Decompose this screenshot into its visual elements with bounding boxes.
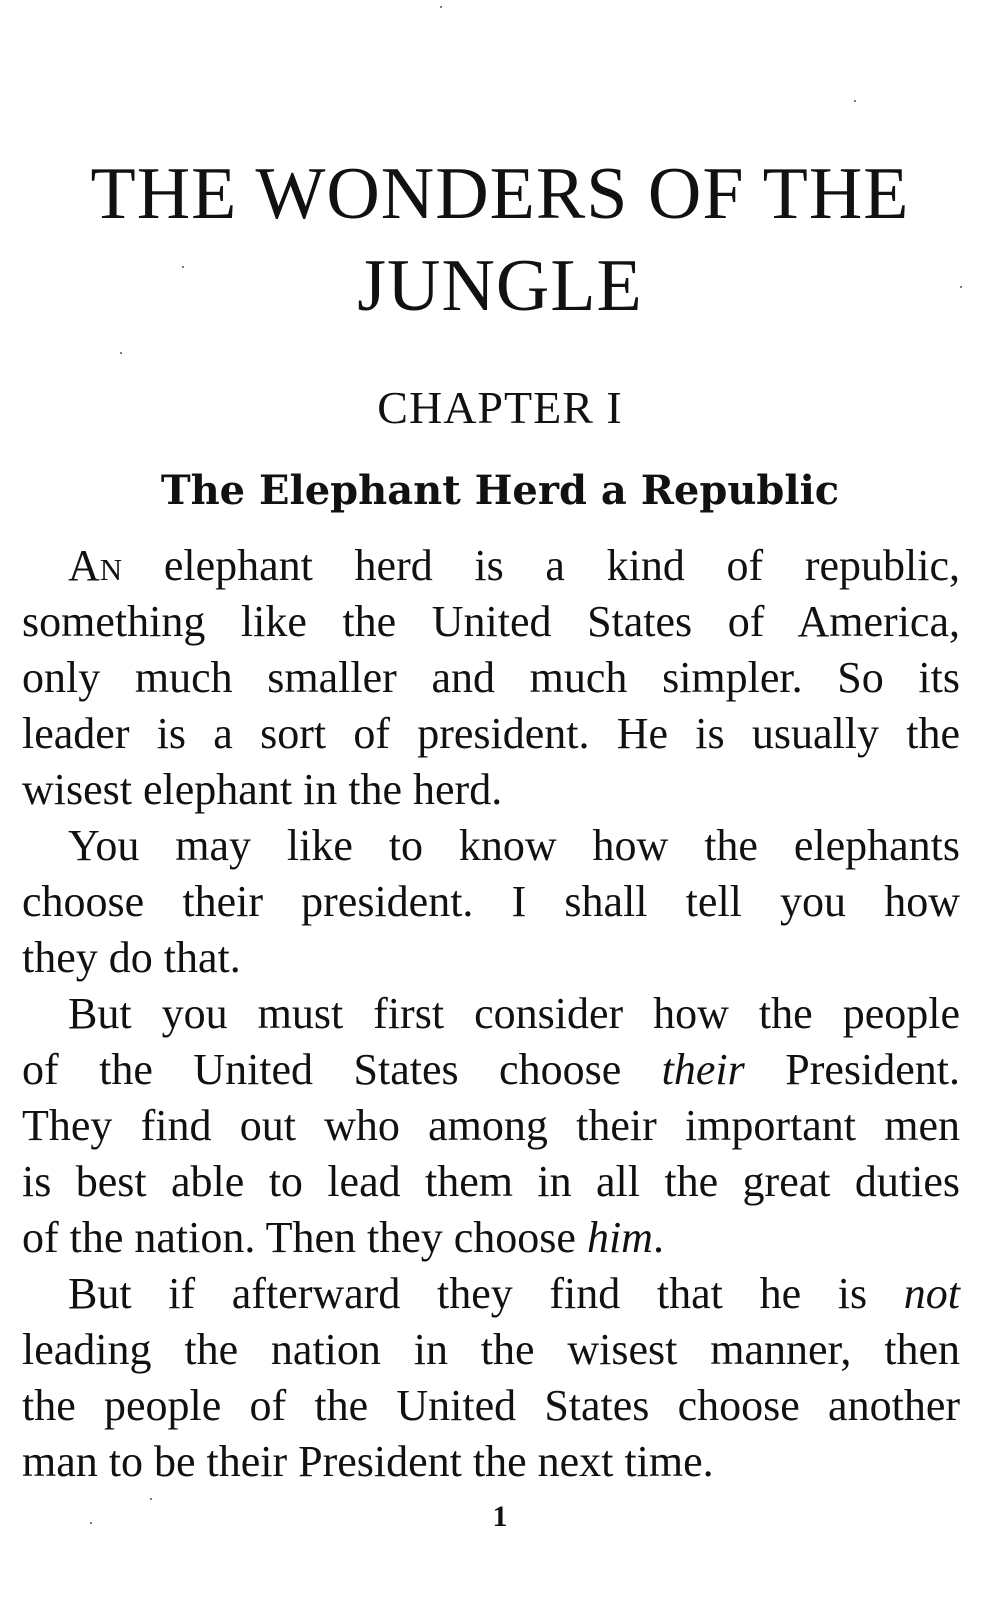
scan-speck xyxy=(182,266,184,268)
text-line: leader is a sort of president. He is usually the xyxy=(22,709,960,758)
scan-speck xyxy=(120,352,122,354)
line-text: of the nation. Then they choose xyxy=(22,1213,587,1262)
book-title xyxy=(0,148,1000,332)
text-line: they do that. xyxy=(22,933,241,982)
text-line: only much smaller and much simpler. So its xyxy=(22,653,960,702)
text-line: choose their president. I shall tell you how xyxy=(22,877,960,926)
scan-speck xyxy=(960,286,962,288)
line-text: President. xyxy=(744,1045,960,1094)
text-line: They find out who among their important men xyxy=(22,1101,960,1150)
text-line: leading the nation in the wisest manner, then xyxy=(22,1325,960,1374)
text-line: something like the United States of America, xyxy=(22,597,960,646)
emphasis-text: their xyxy=(661,1045,745,1094)
scan-speck xyxy=(440,6,442,8)
text-line: But you must first consider how the people xyxy=(68,989,960,1038)
text-line: You may like to know how the elephants xyxy=(68,821,960,870)
scan-speck xyxy=(854,100,856,102)
line-text: of the United States choose xyxy=(22,1045,662,1094)
line-text: elephant herd is a kind of republic, xyxy=(122,541,960,590)
book-title-line-1: THE WONDERS OF THE xyxy=(90,153,910,235)
text-line: wisest elephant in the herd. xyxy=(22,765,503,814)
scan-speck xyxy=(90,1522,92,1524)
line-text: But if afterward they find that he is xyxy=(68,1269,904,1318)
scan-speck xyxy=(150,1498,152,1500)
text-line: is best able to lead them in all the great duties xyxy=(22,1157,960,1206)
page-number: 1 xyxy=(492,1500,508,1533)
text-line: the people of the United States choose another xyxy=(22,1381,960,1430)
line-text: . xyxy=(652,1213,664,1262)
text-line xyxy=(22,1042,960,1098)
emphasis-text: not xyxy=(903,1269,960,1318)
chapter-title: The Elephant Herd a Republic xyxy=(160,467,840,514)
book-title-line-2: JUNGLE xyxy=(357,245,643,327)
text-line xyxy=(22,1210,960,1266)
emphasis-text: him xyxy=(586,1213,653,1262)
text-line xyxy=(22,538,960,594)
chapter-label: CHAPTER I xyxy=(377,382,623,433)
chapter-body xyxy=(22,538,960,1490)
drop-lead-word: An xyxy=(68,541,123,590)
text-line xyxy=(22,1266,960,1322)
text-line: man to be their President the next time. xyxy=(22,1437,714,1486)
